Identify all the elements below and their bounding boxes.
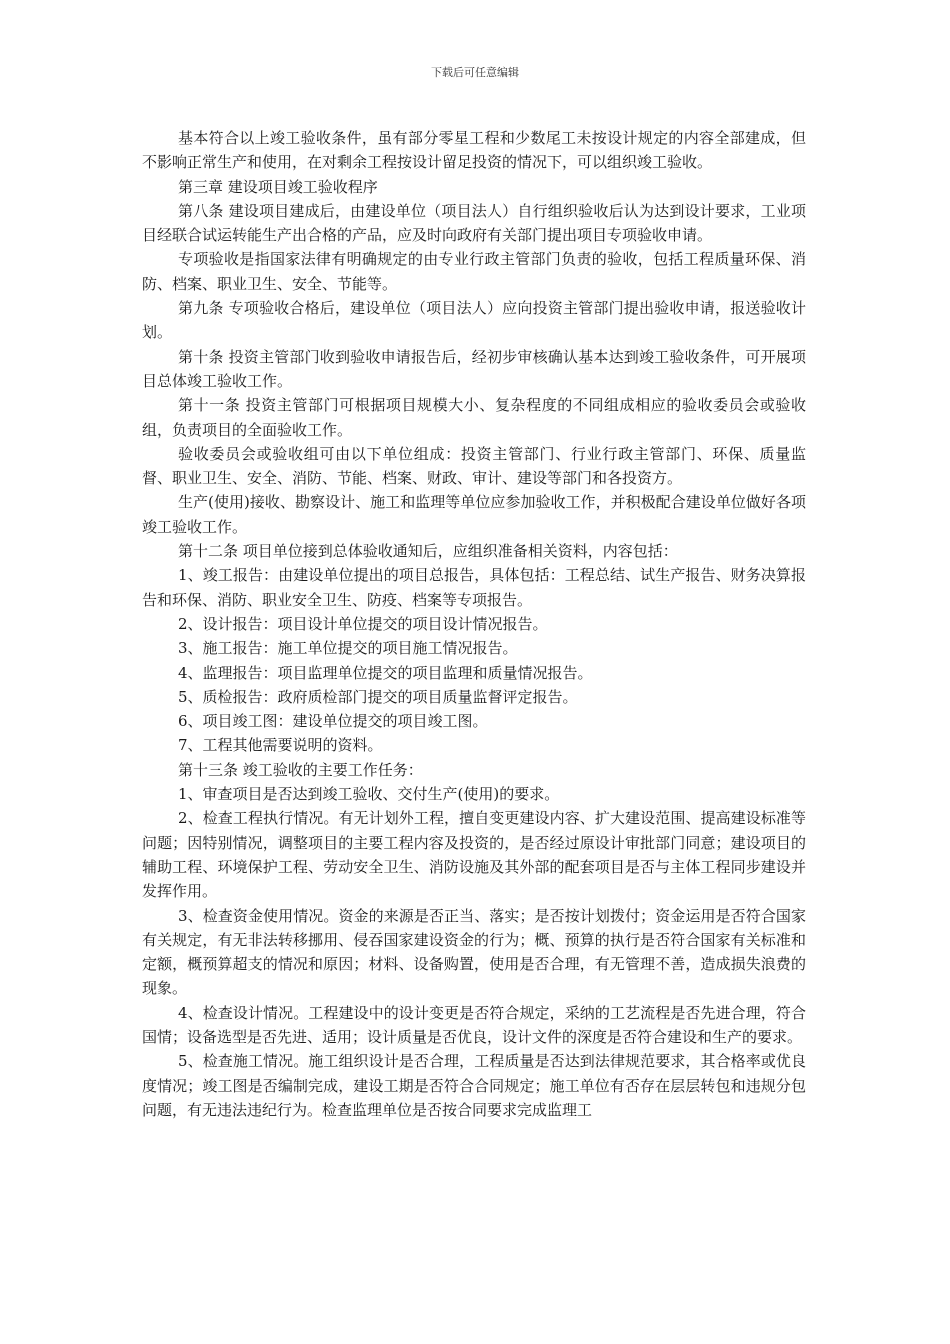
list-item: 1、竣工报告：由建设单位提出的项目总报告，具体包括：工程总结、试生产报告、财务决算报告和环保、消防、职业安全卫生、防疫、档案等专项报告。 <box>142 566 806 609</box>
paragraph: 基本符合以上竣工验收条件，虽有部分零星工程和少数尾工未按设计规定的内容全部建成，但不影响正常生产和使用，在对剩余工程按设计留足投资的情况下，可以组织竣工验收。 <box>142 129 806 172</box>
list-item: 4、监理报告：项目监理单位提交的项目监理和质量情况报告。 <box>178 663 593 682</box>
list-item: 2、检查工程执行情况。有无计划外工程，擅自变更建设内容、扩大建设范围、提高建设标准等问题；因特别情况，调整项目的主要工程内容及投资的，是否经过原设计审批部门同意；建设项目的辅助工程、环境保护工程、劳动安全卫生、消防设施及其外部的配套项目是否与主体工程同步建设并发挥作用。 <box>142 809 806 901</box>
list-item: 1、审查项目是否达到竣工验收、交付生产(使用)的要求。 <box>178 785 560 804</box>
list-item: 6、项目竣工图：建设单位提交的项目竣工图。 <box>178 712 488 731</box>
list-item: 3、检查资金使用情况。资金的来源是否正当、落实；是否按计划拨付；资金运用是否符合国家有关规定，有无非法转移挪用、侵吞国家建设资金的行为；概、预算的执行是否符合国家有关标准和定额，概预算超支的情况和原因；材料、设备购置，使用是否合理，有无管理不善，造成损失浪费的现象。 <box>142 906 806 998</box>
list-item: 2、设计报告：项目设计单位提交的项目设计情况报告。 <box>178 614 548 633</box>
paragraph: 专项验收是指国家法律有明确规定的由专业行政主管部门负责的验收，包括工程质量环保、消防、档案、职业卫生、安全、节能等。 <box>142 250 806 293</box>
paragraph: 第十一条 投资主管部门可根据项目规模大小、复杂程度的不同组成相应的验收委员会或验收组，负责项目的全面验收工作。 <box>142 396 806 439</box>
list-item: 3、施工报告：施工单位提交的项目施工情况报告。 <box>178 639 518 658</box>
list-item: 5、质检报告：政府质检部门提交的项目质量监督评定报告。 <box>178 687 578 706</box>
chapter-heading: 第三章 建设项目竣工验收程序 <box>178 177 378 196</box>
paragraph: 第十二条 项目单位接到总体验收通知后，应组织准备相关资料，内容包括： <box>178 542 678 561</box>
paragraph: 第十条 投资主管部门收到验收申请报告后，经初步审核确认基本达到竣工验收条件，可开展项目总体竣工验收工作。 <box>142 347 806 390</box>
list-item: 7、工程其他需要说明的资料。 <box>178 736 383 755</box>
paragraph: 第八条 建设项目建成后，由建设单位（项目法人）自行组织验收后认为达到设计要求，工业项目经联合试运转能生产出合格的产品，应及时向政府有关部门提出项目专项验收申请。 <box>142 201 806 245</box>
paragraph: 第九条 专项验收合格后，建设单位（项目法人）应向投资主管部门提出验收申请，报送验收计划。 <box>142 299 806 342</box>
list-item: 5、检查施工情况。施工组织设计是否合理，工程质量是否达到法律规范要求，其合格率或优良度情况；竣工图是否编制完成，建设工期是否符合合同规定；施工单位有否存在层层转包和违规分包问题，有无违法违纪行为。检查监理单位是否按合同要求完成监理工 <box>142 1052 806 1119</box>
document-body <box>142 126 806 1122</box>
list-item: 4、检查设计情况。工程建设中的设计变更是否符合规定，采纳的工艺流程是否先进合理，符合国情；设备选型是否先进、适用；设计质量是否优良，设计文件的深度是否符合建设和生产的要求。 <box>142 1003 806 1046</box>
paragraph: 验收委员会或验收组可由以下单位组成：投资主管部门、行业行政主管部门、环保、质量监督、职业卫生、安全、消防、节能、档案、财政、审计、建设等部门和各投资方。 <box>142 444 806 488</box>
paragraph: 生产(使用)接收、勘察设计、施工和监理等单位应参加验收工作，并积极配合建设单位做好各项竣工验收工作。 <box>142 493 806 536</box>
page-header: 下载后可任意编辑 <box>431 66 519 79</box>
paragraph: 第十三条 竣工验收的主要工作任务： <box>178 760 423 779</box>
